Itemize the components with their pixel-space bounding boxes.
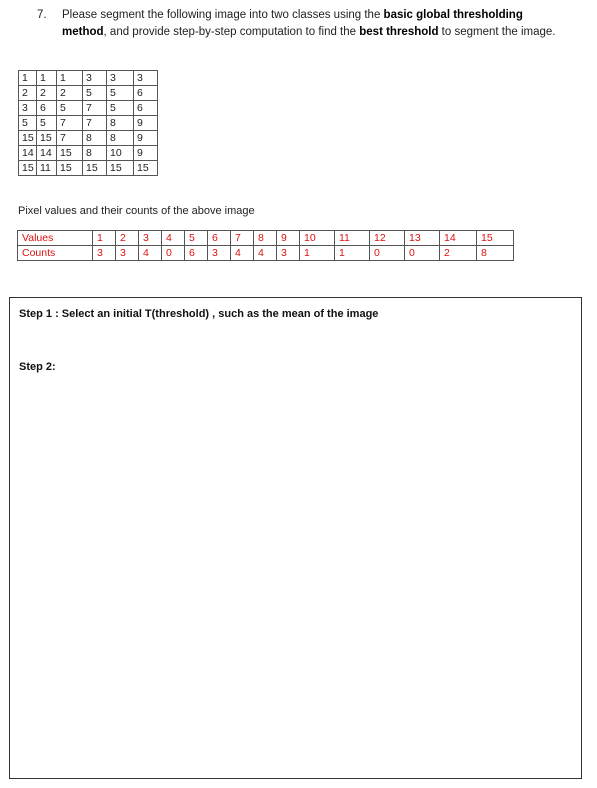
grid-cell: 5 xyxy=(83,86,107,101)
histogram-value-cell: 6 xyxy=(208,231,231,246)
grid-row xyxy=(19,86,158,101)
histogram-count-cell: 2 xyxy=(440,246,477,261)
grid-cell: 1 xyxy=(37,71,57,86)
counts-label: Counts xyxy=(18,246,93,261)
grid-cell: 9 xyxy=(134,146,158,161)
grid-cell: 1 xyxy=(57,71,83,86)
grid-row xyxy=(19,101,158,116)
grid-cell: 2 xyxy=(37,86,57,101)
histogram-count-cell: 6 xyxy=(185,246,208,261)
grid-cell: 9 xyxy=(134,131,158,146)
question-text xyxy=(62,7,557,41)
question xyxy=(37,7,557,41)
question-number: 7. xyxy=(37,9,47,21)
histogram-count-cell: 3 xyxy=(93,246,116,261)
grid-cell: 5 xyxy=(57,101,83,116)
grid-cell: 8 xyxy=(107,116,134,131)
grid-cell: 15 xyxy=(19,131,37,146)
histogram-value-cell: 10 xyxy=(300,231,335,246)
values-label: Values xyxy=(18,231,93,246)
grid-cell: 3 xyxy=(19,101,37,116)
grid-cell: 15 xyxy=(37,131,57,146)
grid-cell: 2 xyxy=(57,86,83,101)
histogram-value-cell: 14 xyxy=(440,231,477,246)
grid-row xyxy=(19,131,158,146)
histogram-value-cell: 7 xyxy=(231,231,254,246)
histogram-count-cell: 0 xyxy=(370,246,405,261)
grid-row xyxy=(19,116,158,131)
values-row xyxy=(18,231,514,246)
question-text-part-1: Please segment the following image into two classes using the xyxy=(62,9,384,21)
histogram-value-cell: 15 xyxy=(477,231,514,246)
grid-cell: 15 xyxy=(134,161,158,176)
grid-cell: 15 xyxy=(19,161,37,176)
histogram-value-cell: 13 xyxy=(405,231,440,246)
histogram-caption: Pixel values and their counts of the above image xyxy=(18,205,255,217)
step-2-heading: Step 2: xyxy=(19,361,56,373)
grid-cell: 2 xyxy=(19,86,37,101)
grid-cell: 6 xyxy=(134,101,158,116)
histogram-table xyxy=(17,230,514,261)
grid-cell: 8 xyxy=(107,131,134,146)
histogram-count-cell: 8 xyxy=(477,246,514,261)
grid-cell: 1 xyxy=(19,71,37,86)
image-pixel-grid xyxy=(18,70,158,176)
question-text-part-3: , and provide step-by-step computation to find the xyxy=(103,26,360,38)
histogram-count-cell: 3 xyxy=(208,246,231,261)
histogram-value-cell: 4 xyxy=(162,231,185,246)
counts-row xyxy=(18,246,514,261)
question-text-part-5: to segment the image. xyxy=(438,26,556,38)
histogram-value-cell: 9 xyxy=(277,231,300,246)
histogram-value-cell: 11 xyxy=(335,231,370,246)
grid-cell: 14 xyxy=(19,146,37,161)
histogram-value-cell: 2 xyxy=(116,231,139,246)
grid-cell: 15 xyxy=(57,161,83,176)
grid-cell: 15 xyxy=(107,161,134,176)
grid-cell: 3 xyxy=(134,71,158,86)
histogram-count-cell: 4 xyxy=(231,246,254,261)
grid-cell: 7 xyxy=(83,116,107,131)
histogram-count-cell: 1 xyxy=(300,246,335,261)
answer-box[interactable] xyxy=(9,297,582,779)
grid-cell: 5 xyxy=(19,116,37,131)
grid-cell: 5 xyxy=(37,116,57,131)
grid-cell: 8 xyxy=(83,131,107,146)
histogram-count-cell: 3 xyxy=(116,246,139,261)
histogram-count-cell: 4 xyxy=(254,246,277,261)
histogram-count-cell: 1 xyxy=(335,246,370,261)
grid-cell: 14 xyxy=(37,146,57,161)
step-1-heading: Step 1 : Select an initial T(threshold) , such as the mean of the image xyxy=(19,308,379,320)
grid-cell: 6 xyxy=(134,86,158,101)
histogram-value-cell: 12 xyxy=(370,231,405,246)
grid-cell: 9 xyxy=(134,116,158,131)
histogram-value-cell: 5 xyxy=(185,231,208,246)
grid-cell: 3 xyxy=(107,71,134,86)
grid-cell: 6 xyxy=(37,101,57,116)
question-text-part-4: best threshold xyxy=(359,26,439,38)
grid-cell: 5 xyxy=(107,86,134,101)
grid-cell: 7 xyxy=(57,116,83,131)
grid-cell: 15 xyxy=(57,146,83,161)
histogram-count-cell: 0 xyxy=(162,246,185,261)
grid-cell: 5 xyxy=(107,101,134,116)
grid-cell: 11 xyxy=(37,161,57,176)
histogram-value-cell: 3 xyxy=(139,231,162,246)
histogram-count-cell: 3 xyxy=(277,246,300,261)
grid-cell: 3 xyxy=(83,71,107,86)
grid-cell: 8 xyxy=(83,146,107,161)
histogram-value-cell: 8 xyxy=(254,231,277,246)
grid-cell: 7 xyxy=(83,101,107,116)
histogram-count-cell: 0 xyxy=(405,246,440,261)
grid-row xyxy=(19,71,158,86)
grid-row xyxy=(19,161,158,176)
histogram-value-cell: 1 xyxy=(93,231,116,246)
grid-cell: 7 xyxy=(57,131,83,146)
histogram-count-cell: 4 xyxy=(139,246,162,261)
question-text-part-2: basic global thresholding method xyxy=(62,9,523,38)
grid-row xyxy=(19,146,158,161)
grid-cell: 10 xyxy=(107,146,134,161)
grid-cell: 15 xyxy=(83,161,107,176)
